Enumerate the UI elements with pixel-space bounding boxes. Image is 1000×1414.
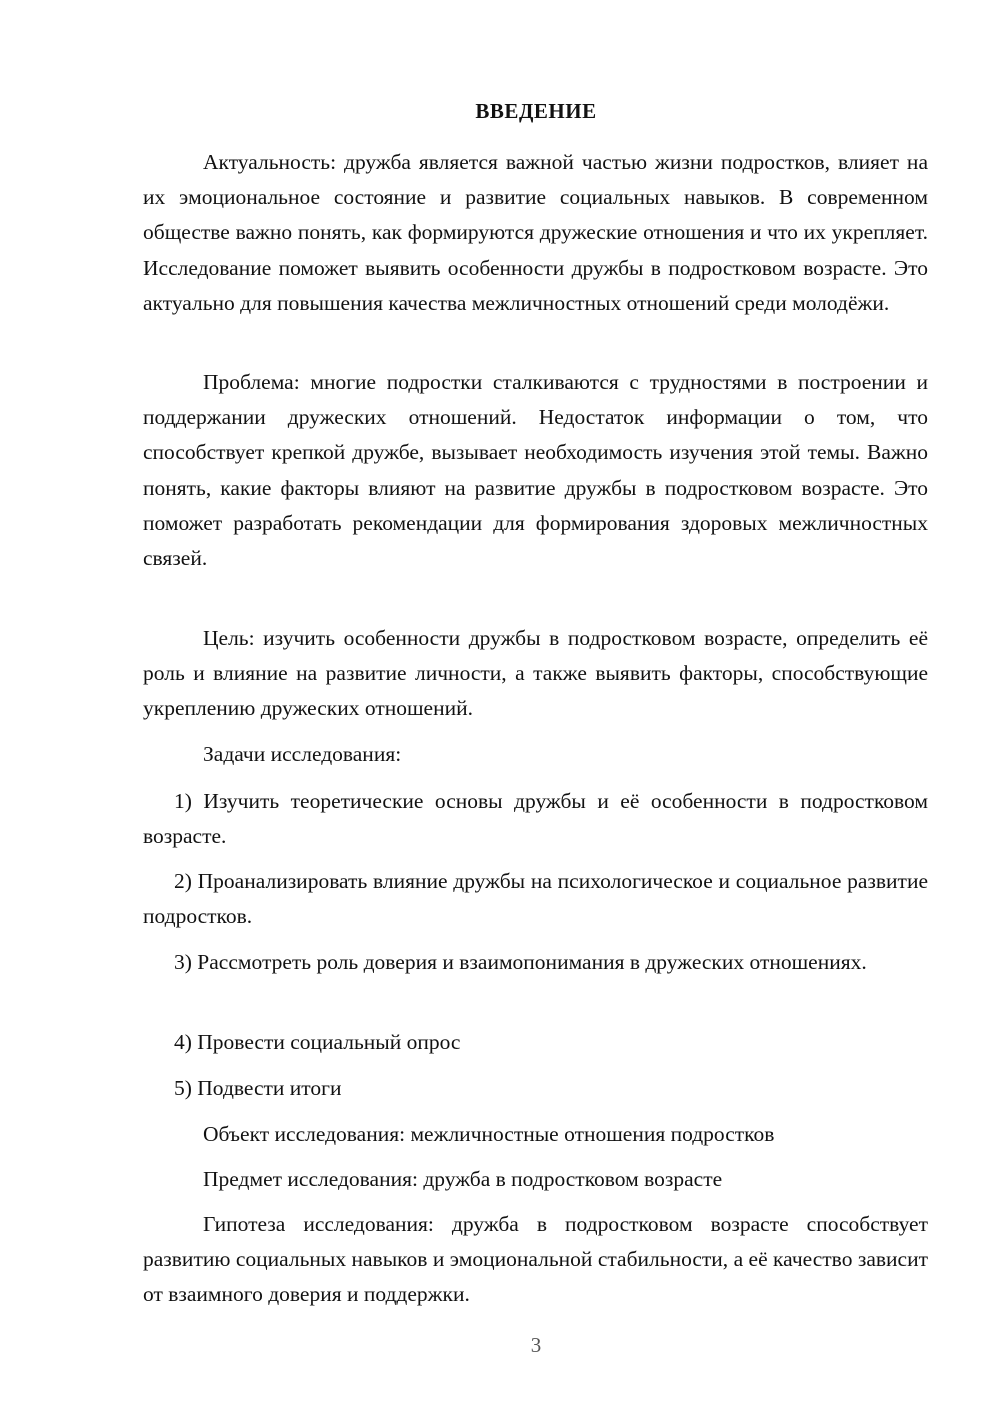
task-item-1: 1) Изучить теоретические основы дружбы и её особенности в подростковом возрасте. bbox=[143, 789, 928, 849]
paragraph-goal: Цель: изучить особенности дружбы в подростковом возрасте, определить её роль и влияние на развитие личности, а также выявить факторы, способствующие укреплению дружеских отношений. bbox=[143, 626, 928, 721]
page-heading: ВВЕДЕНИЕ bbox=[475, 99, 597, 123]
page-number: 3 bbox=[530, 1333, 542, 1357]
paragraph-hypothesis: Гипотеза исследования: дружба в подростковом возрасте способствует развитию социальных навыков и эмоциональной стабильности, а её качество зависит от взаимного доверия и поддержки. bbox=[143, 1212, 928, 1307]
task-item-3: 3) Рассмотреть роль доверия и взаимопонимания в дружеских отношениях. bbox=[174, 950, 867, 974]
task-item-5: 5) Подвести итоги bbox=[174, 1076, 342, 1100]
tasks-title: Задачи исследования: bbox=[203, 742, 402, 766]
paragraph-object: Объект исследования: межличностные отношения подростков bbox=[203, 1122, 775, 1146]
task-item-4: 4) Провести социальный опрос bbox=[174, 1030, 461, 1054]
paragraph-relevance: Актуальность: дружба является важной частью жизни подростков, влияет на их эмоциональное состояние и развитие социальных навыков. В современном обществе важно понять, как формируются дружеские отношения и что их укрепляет. Исследование поможет выявить особенности дружбы в подростковом возрасте. Это актуально для повышения качества межличностных отношений среди молодёжи. bbox=[143, 150, 928, 315]
task-item-2: 2) Проанализировать влияние дружбы на психологическое и социальное развитие подростков. bbox=[143, 869, 928, 929]
paragraph-subject: Предмет исследования: дружба в подростковом возрасте bbox=[203, 1167, 723, 1191]
paragraph-problem: Проблема: многие подростки сталкиваются с трудностями в построении и поддержании дружеских отношений. Недостаток информации о том, что способствует крепкой дружбе, вызывает необходимость изучения этой темы. Важно понять, какие факторы влияют на развитие дружбы в подростковом возрасте. Это поможет разработать рекомендации для формирования здоровых межличностных связей. bbox=[143, 370, 928, 571]
